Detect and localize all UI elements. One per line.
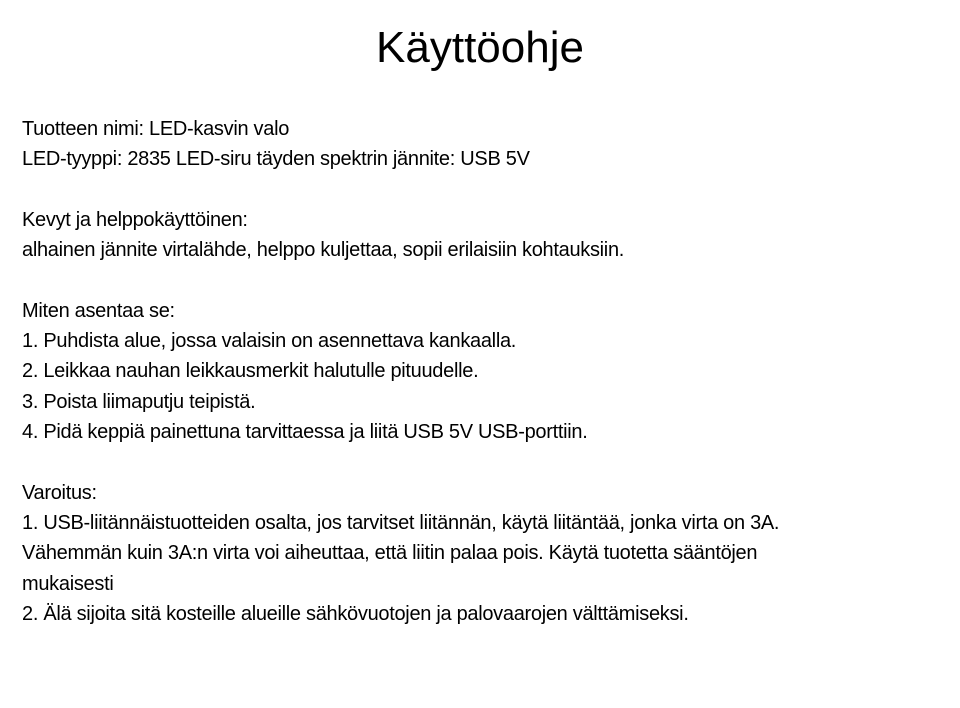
features-text: alhainen jännite virtalähde, helppo kuljettaa, sopii erilaisiin kohtauksiin. <box>22 239 625 262</box>
warning-line: 1. USB-liitännäistuotteiden osalta, jos tarvitset liitännän, käytä liitäntää, jonka virta on 3A. <box>22 511 780 534</box>
install-step: 2. Leikkaa nauhan leikkausmerkit halutulle pituudelle. <box>22 360 479 383</box>
instructions-body <box>22 114 779 629</box>
features-heading: Kevyt ja helppokäyttöinen: <box>22 208 248 231</box>
install-step: 3. Poista liimaputju teipistä. <box>22 390 256 413</box>
product-type: LED-tyyppi: 2835 LED-siru täyden spektrin jännite: USB 5V <box>22 148 530 171</box>
install-step: 4. Pidä keppiä painettuna tarvittaessa ja liitä USB 5V USB-porttiin. <box>22 421 588 444</box>
warning-line: 2. Älä sijoita sitä kosteille alueille sähkövuotojen ja palovaarojen välttämiseksi. <box>22 603 689 626</box>
spacer <box>22 266 779 296</box>
warning-line: Vähemmän kuin 3A:n virta voi aiheuttaa, että liitin palaa pois. Käytä tuotetta sääntöjen <box>22 542 758 565</box>
spacer <box>22 175 779 205</box>
warning-heading: Varoitus: <box>22 481 97 504</box>
install-step: 1. Puhdista alue, jossa valaisin on asennettava kankaalla. <box>22 329 517 352</box>
product-name: Tuotteen nimi: LED-kasvin valo <box>22 118 290 140</box>
warning-line: mukaisesti <box>22 572 114 595</box>
install-heading: Miten asentaa se: <box>22 299 175 322</box>
spacer <box>22 448 779 478</box>
page-title: Käyttöohje <box>376 23 584 72</box>
